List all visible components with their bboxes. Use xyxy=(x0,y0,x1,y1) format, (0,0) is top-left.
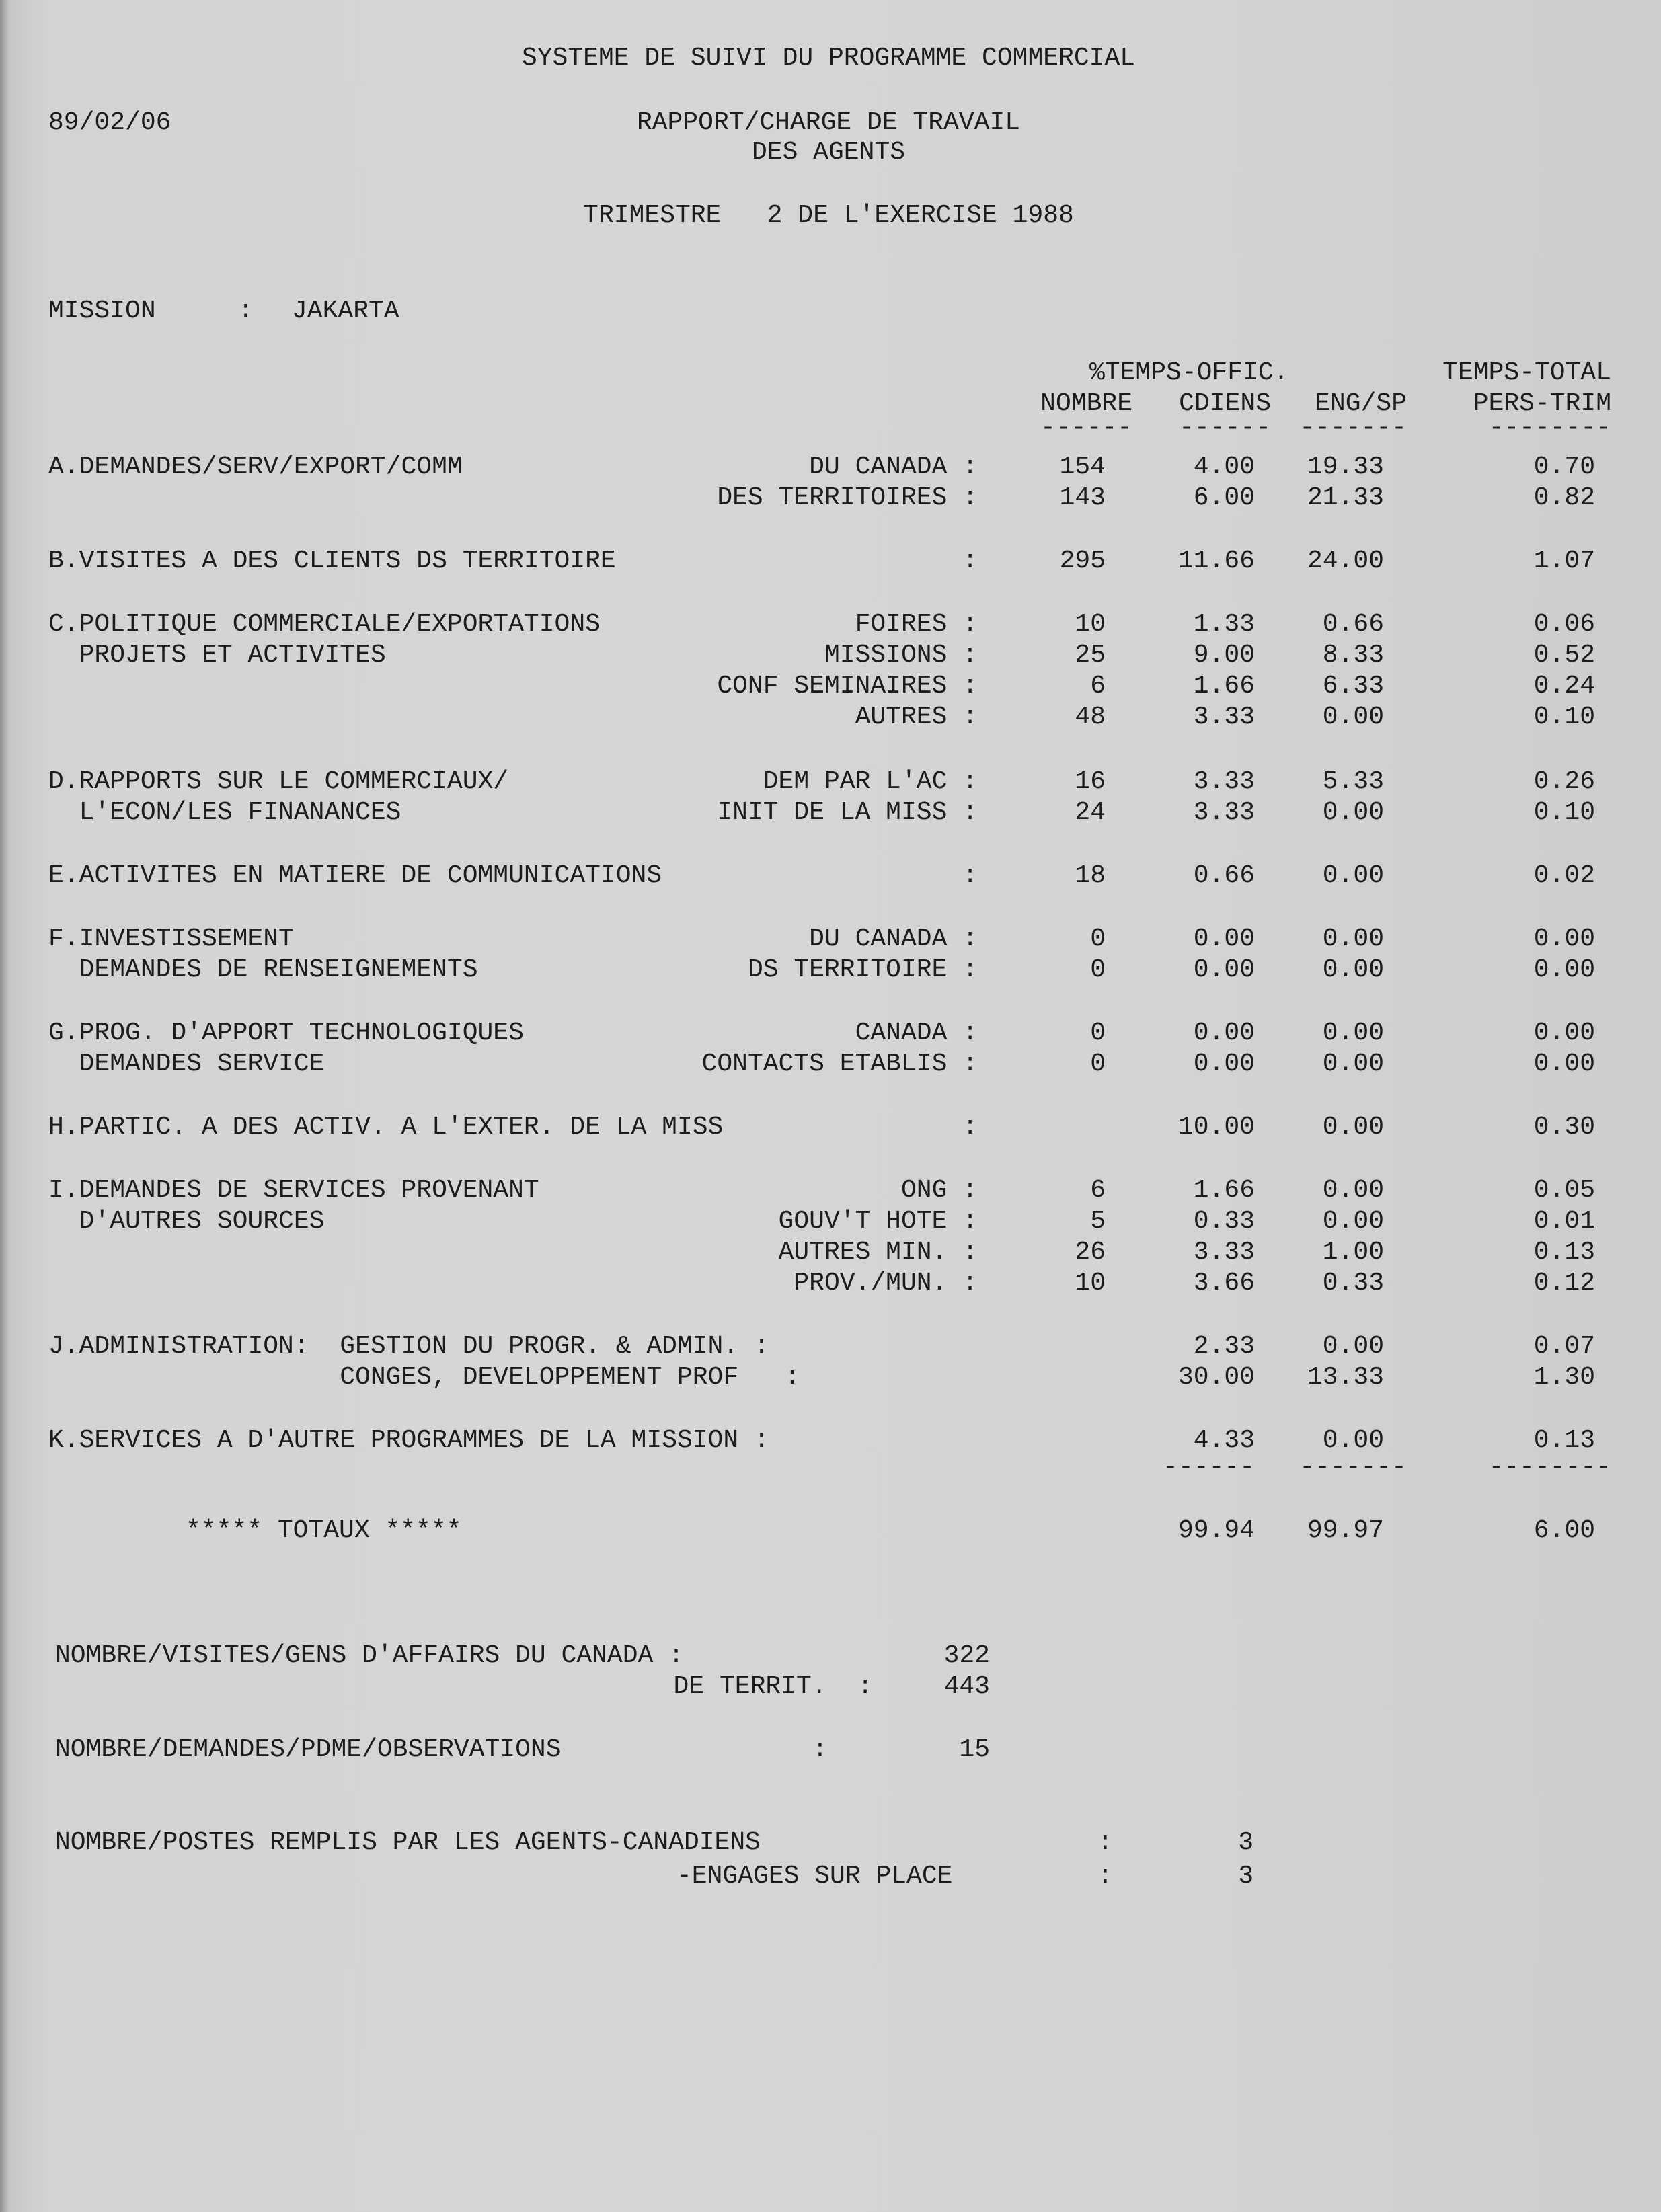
postes-canadiens-value: 3 xyxy=(1238,1828,1253,1857)
row-nombre: 0 xyxy=(1090,1019,1106,1048)
postes-place-value: 3 xyxy=(1238,1862,1253,1891)
postes-canadiens-label: NOMBRE/POSTES REMPLIS PAR LES AGENTS-CANADIENS xyxy=(55,1828,761,1857)
table-row xyxy=(48,481,1609,515)
row-label: F.INVESTISSEMENT xyxy=(48,924,294,953)
row-eng-sp: 21.33 xyxy=(1307,483,1384,512)
row-cdiens: 0.00 xyxy=(1193,1019,1255,1048)
row-nombre: 6 xyxy=(1090,672,1106,701)
row-label: E.ACTIVITES EN MATIERE DE COMMUNICATIONS xyxy=(48,861,662,890)
row-sublabel: DEM PAR L'AC : xyxy=(763,767,978,796)
table-row xyxy=(48,450,1609,484)
row-nombre: 5 xyxy=(1090,1207,1106,1236)
row-nombre: 18 xyxy=(1075,861,1106,890)
row-sublabel: FOIRES : xyxy=(855,610,978,639)
postes-place-line xyxy=(48,1860,1609,1893)
row-nombre: 295 xyxy=(1059,547,1106,576)
row-pers-trim: 0.00 xyxy=(1533,1019,1595,1048)
row-cdiens: 0.00 xyxy=(1193,1050,1255,1078)
rule-cdiens: ------ xyxy=(1179,413,1271,442)
row-eng-sp: 0.00 xyxy=(1322,1426,1384,1455)
postes-canadiens-separator: : xyxy=(1097,1828,1113,1857)
quarter-line xyxy=(48,199,1609,233)
row-sublabel: AUTRES : xyxy=(855,703,978,732)
table-row xyxy=(48,1205,1609,1238)
row-pers-trim: 0.13 xyxy=(1533,1426,1595,1455)
table-row xyxy=(48,1267,1609,1300)
pdme-line xyxy=(48,1733,1609,1767)
row-eng-sp: 1.00 xyxy=(1322,1238,1384,1267)
row-eng-sp: 19.33 xyxy=(1307,452,1384,481)
table-row xyxy=(48,1017,1609,1050)
row-cdiens: 4.33 xyxy=(1193,1426,1255,1455)
report-title-1: RAPPORT/CHARGE DE TRAVAIL xyxy=(636,108,1021,137)
row-pers-trim: 1.30 xyxy=(1533,1363,1595,1392)
totals-rule xyxy=(48,1451,1609,1485)
row-nombre: 48 xyxy=(1075,703,1106,732)
row-sublabel: DES TERRITOIRES : xyxy=(717,483,978,512)
row-pers-trim: 0.10 xyxy=(1533,798,1595,827)
visits-canada-value: 322 xyxy=(943,1641,990,1670)
table-row xyxy=(48,1174,1609,1208)
row-cdiens: 0.00 xyxy=(1193,924,1255,953)
row-eng-sp: 0.00 xyxy=(1322,861,1384,890)
row-pers-trim: 0.52 xyxy=(1533,641,1595,670)
row-nombre: 0 xyxy=(1090,924,1106,953)
row-cdiens: 0.00 xyxy=(1193,955,1255,984)
row-cdiens: 3.33 xyxy=(1193,767,1255,796)
header-eng-sp: ENG/SP xyxy=(1315,389,1407,418)
totals-label: ***** TOTAUX ***** xyxy=(186,1516,462,1545)
row-label: D'AUTRES SOURCES xyxy=(48,1207,325,1236)
row-cdiens: 3.33 xyxy=(1193,703,1255,732)
row-eng-sp: 8.33 xyxy=(1322,641,1384,670)
row-cdiens: 30.00 xyxy=(1177,1363,1255,1392)
row-sublabel: CONF SEMINAIRES : xyxy=(717,672,978,701)
totals-pers-trim: 6.00 xyxy=(1533,1516,1595,1545)
row-nombre: 24 xyxy=(1075,798,1106,827)
row-pers-trim: 0.12 xyxy=(1533,1269,1595,1298)
row-pers-trim: 0.00 xyxy=(1533,955,1595,984)
totals-line xyxy=(48,1514,1609,1548)
row-eng-sp: 0.00 xyxy=(1322,1332,1384,1361)
row-label: CONGES, DEVELOPPEMENT PROF : xyxy=(48,1363,800,1392)
quarter-title: TRIMESTRE 2 DE L'EXERCISE 1988 xyxy=(583,201,1074,230)
mission-separator: : xyxy=(238,297,254,325)
row-sublabel: DS TERRITOIRE : xyxy=(747,955,978,984)
row-sublabel: AUTRES MIN. : xyxy=(778,1238,978,1267)
row-sublabel: CANADA : xyxy=(855,1019,978,1048)
row-pers-trim: 0.26 xyxy=(1533,767,1595,796)
row-eng-sp: 0.00 xyxy=(1322,1176,1384,1205)
row-nombre: 25 xyxy=(1075,641,1106,670)
totals-rule-cdiens: ------ xyxy=(1163,1453,1255,1482)
row-eng-sp: 0.00 xyxy=(1322,703,1384,732)
header-pct-temps-offic: %TEMPS-OFFIC. xyxy=(1089,358,1289,387)
row-pers-trim: 0.06 xyxy=(1533,610,1595,639)
totals-rule-pers-trim: -------- xyxy=(1488,1453,1611,1482)
row-sublabel: CONTACTS ETABLIS : xyxy=(701,1050,978,1078)
mission-label: MISSION xyxy=(48,297,156,325)
row-pers-trim: 0.00 xyxy=(1533,924,1595,953)
row-eng-sp: 24.00 xyxy=(1307,547,1384,576)
row-label: B.VISITES A DES CLIENTS DS TERRITOIRE xyxy=(48,547,616,576)
row-eng-sp: 0.00 xyxy=(1322,798,1384,827)
row-pers-trim: 0.82 xyxy=(1533,483,1595,512)
row-pers-trim: 0.05 xyxy=(1533,1176,1595,1205)
row-sublabel: DU CANADA : xyxy=(809,924,978,953)
row-eng-sp: 0.00 xyxy=(1322,1113,1384,1142)
table-row xyxy=(48,953,1609,987)
system-title-line xyxy=(48,42,1609,75)
row-cdiens: 0.33 xyxy=(1193,1207,1255,1236)
row-label: G.PROG. D'APPORT TECHNOLOGIQUES xyxy=(48,1019,524,1048)
row-nombre: 26 xyxy=(1075,1238,1106,1267)
rule-eng-sp: ------- xyxy=(1299,413,1407,442)
row-pers-trim: 1.07 xyxy=(1533,547,1595,576)
row-sublabel: : xyxy=(962,547,978,576)
row-sublabel: ONG : xyxy=(900,1176,978,1205)
row-sublabel: : xyxy=(962,1113,978,1142)
row-cdiens: 4.00 xyxy=(1193,452,1255,481)
header-pers-trim: PERS-TRIM xyxy=(1473,389,1611,418)
row-pers-trim: 0.00 xyxy=(1533,1050,1595,1078)
table-row xyxy=(48,859,1609,893)
table-row xyxy=(48,639,1609,672)
row-label: DEMANDES SERVICE xyxy=(48,1050,325,1078)
rule-pers-trim: -------- xyxy=(1488,413,1611,442)
row-eng-sp: 0.00 xyxy=(1322,1019,1384,1048)
row-pers-trim: 0.07 xyxy=(1533,1332,1595,1361)
row-nombre: 6 xyxy=(1090,1176,1106,1205)
table-row xyxy=(48,670,1609,703)
row-sublabel: PROV./MUN. : xyxy=(794,1269,978,1298)
row-cdiens: 11.66 xyxy=(1177,547,1255,576)
row-cdiens: 3.33 xyxy=(1193,1238,1255,1267)
visits-territ-value: 443 xyxy=(943,1672,990,1701)
row-label: C.POLITIQUE COMMERCIALE/EXPORTATIONS xyxy=(48,610,601,639)
postes-canadiens-line xyxy=(48,1826,1609,1860)
row-pers-trim: 0.01 xyxy=(1533,1207,1595,1236)
pdme-value: 15 xyxy=(959,1735,990,1764)
row-cdiens: 1.33 xyxy=(1193,610,1255,639)
row-nombre: 0 xyxy=(1090,955,1106,984)
column-header-rule xyxy=(48,411,1609,445)
totals-rule-eng-sp: ------- xyxy=(1299,1453,1407,1482)
row-cdiens: 9.00 xyxy=(1193,641,1255,670)
row-label: L'ECON/LES FINANANCES xyxy=(48,798,401,827)
row-eng-sp: 0.00 xyxy=(1322,955,1384,984)
totals-eng-sp: 99.97 xyxy=(1307,1516,1384,1545)
row-label: D.RAPPORTS SUR LE COMMERCIAUX/ xyxy=(48,767,509,796)
row-sublabel: : xyxy=(962,861,978,890)
row-nombre: 143 xyxy=(1059,483,1106,512)
system-title: SYSTEME DE SUIVI DU PROGRAMME COMMERCIAL xyxy=(521,44,1136,73)
row-cdiens: 6.00 xyxy=(1193,483,1255,512)
row-label: H.PARTIC. A DES ACTIV. A L'EXTER. DE LA MISS xyxy=(48,1113,724,1142)
table-row xyxy=(48,1111,1609,1144)
header-nombre: NOMBRE xyxy=(1040,389,1132,418)
visits-territ-line xyxy=(48,1670,1609,1704)
table-row xyxy=(48,608,1609,641)
row-pers-trim: 0.30 xyxy=(1533,1113,1595,1142)
row-nombre: 10 xyxy=(1075,1269,1106,1298)
row-cdiens: 10.00 xyxy=(1177,1113,1255,1142)
report-title-2: DES AGENTS xyxy=(751,138,906,167)
report-date: 89/02/06 xyxy=(48,108,171,137)
header-cdiens: CDIENS xyxy=(1179,389,1271,418)
row-sublabel: DU CANADA : xyxy=(809,452,978,481)
table-row xyxy=(48,1048,1609,1081)
row-sublabel: MISSIONS : xyxy=(824,641,978,670)
row-cdiens: 0.66 xyxy=(1193,861,1255,890)
pdme-label: NOMBRE/DEMANDES/PDME/OBSERVATIONS xyxy=(55,1735,562,1764)
page-left-edge xyxy=(0,0,9,2212)
visits-canada-line xyxy=(48,1639,1609,1673)
row-cdiens: 3.33 xyxy=(1193,798,1255,827)
row-label: PROJETS ET ACTIVITES xyxy=(48,641,386,670)
totals-cdiens: 99.94 xyxy=(1177,1516,1255,1545)
table-row xyxy=(48,545,1609,578)
row-eng-sp: 5.33 xyxy=(1322,767,1384,796)
row-eng-sp: 0.00 xyxy=(1322,1050,1384,1078)
row-sublabel: INIT DE LA MISS : xyxy=(717,798,978,827)
row-pers-trim: 0.24 xyxy=(1533,672,1595,701)
column-header-line-1 xyxy=(48,356,1609,390)
row-pers-trim: 0.02 xyxy=(1533,861,1595,890)
postes-place-separator: : xyxy=(1097,1862,1113,1891)
row-nombre: 10 xyxy=(1075,610,1106,639)
row-pers-trim: 0.13 xyxy=(1533,1238,1595,1267)
row-cdiens: 1.66 xyxy=(1193,672,1255,701)
row-eng-sp: 13.33 xyxy=(1307,1363,1384,1392)
table-row xyxy=(48,1361,1609,1394)
table-row xyxy=(48,796,1609,830)
row-nombre: 16 xyxy=(1075,767,1106,796)
row-cdiens: 2.33 xyxy=(1193,1332,1255,1361)
row-sublabel: GOUV'T HOTE : xyxy=(778,1207,978,1236)
row-label: I.DEMANDES DE SERVICES PROVENANT xyxy=(48,1176,539,1205)
row-pers-trim: 0.70 xyxy=(1533,452,1595,481)
header-temps-total: TEMPS-TOTAL xyxy=(1442,358,1611,387)
row-eng-sp: 0.66 xyxy=(1322,610,1384,639)
row-eng-sp: 0.00 xyxy=(1322,1207,1384,1236)
row-pers-trim: 0.10 xyxy=(1533,703,1595,732)
row-label: K.SERVICES A D'AUTRE PROGRAMMES DE LA MISSION : xyxy=(48,1426,769,1455)
pdme-separator: : xyxy=(812,1735,828,1764)
table-row xyxy=(48,1236,1609,1269)
row-nombre: 0 xyxy=(1090,1050,1106,1078)
date-title-line xyxy=(48,106,1609,140)
row-label: DEMANDES DE RENSEIGNEMENTS xyxy=(48,955,478,984)
row-eng-sp: 6.33 xyxy=(1322,672,1384,701)
visits-territ-label: DE TERRIT. : xyxy=(673,1672,873,1701)
postes-place-label: -ENGAGES SUR PLACE xyxy=(677,1862,953,1891)
mission-value: JAKARTA xyxy=(292,297,399,325)
report-title-line-2 xyxy=(48,136,1609,169)
visits-canada-label: NOMBRE/VISITES/GENS D'AFFAIRS DU CANADA : xyxy=(55,1641,684,1670)
rule-nombre: ------ xyxy=(1040,413,1132,442)
row-nombre: 154 xyxy=(1059,452,1106,481)
mission-line xyxy=(48,294,1609,328)
row-label: A.DEMANDES/SERV/EXPORT/COMM xyxy=(48,452,463,481)
row-cdiens: 1.66 xyxy=(1193,1176,1255,1205)
table-row xyxy=(48,701,1609,734)
table-row xyxy=(48,922,1609,956)
table-row xyxy=(48,765,1609,799)
row-eng-sp: 0.00 xyxy=(1322,924,1384,953)
row-label: J.ADMINISTRATION: GESTION DU PROGR. & ADMIN. : xyxy=(48,1332,769,1361)
row-cdiens: 3.66 xyxy=(1193,1269,1255,1298)
table-row xyxy=(48,1330,1609,1364)
row-eng-sp: 0.33 xyxy=(1322,1269,1384,1298)
